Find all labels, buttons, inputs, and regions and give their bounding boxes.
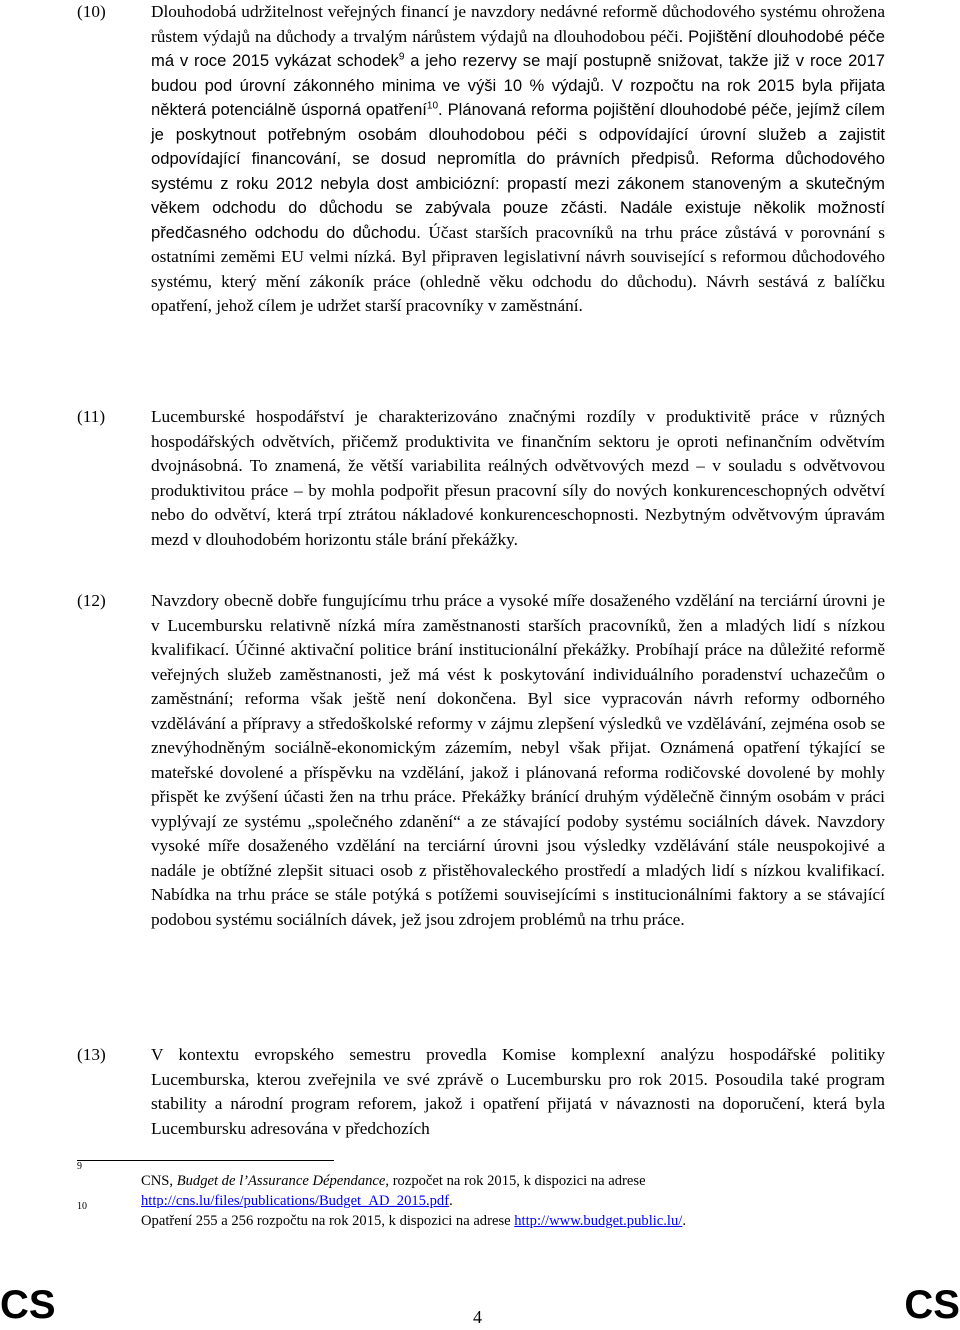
paragraph-12 [77,589,885,932]
paragraph-11 [77,405,885,552]
paragraph-text: . Plánovaná reforma pojištění dlouhodobé péče, jejímž cílem je poskytnout potřebným osobám dlouhodobou péči s odpovídající úrovní služeb a zajistit odpovídající financování, se dosud nepromítla do právních předpisů. Reforma důchodového systému z roku 2012 nebyla dost ambiciózní: propastí mezi zákonem stanoveným a skutečným věkem odchodu do důchodu se zabývala pouze zčásti. Nadále existuje několik možností předčasného odchodu do důchodu. [151,100,885,242]
footnote-text [141,1211,885,1231]
paragraph-body: V kontextu evropského semestru provedla Komise komplexní analýzu hospodářské politiky Lucemburska, kterou zveřejnila ve své zprávě o Lucembursku pro rok 2015. Posoudila také program stability a národní program reforem, jakož i opatření přijatá v návaznosti na doporučení, která byla Lucembursku adresována v předchozích [151,1045,885,1138]
footnote-number: 9 [77,1161,82,1172]
footer-language-left: CS [0,1283,56,1327]
footnote-9 [77,1161,885,1211]
footnote-ref-10[interactable]: 10 [426,100,439,112]
paragraph-number: (10) [77,2,106,21]
footnote-text-part: CNS, [141,1173,177,1189]
paragraph-text: Pojištění dlouhodobé péče má v roce 2015 vykázat schodek [151,26,886,70]
footnote-text [141,1171,885,1211]
paragraph-text: Účast starších pracovníků na trhu práce zůstává v porovnání s ostatními zeměmi EU velmi nízká. Byl připraven legislativní návrh související s reformou důchodového systému, který mění zákoník práce (ohledně věku odchodu do důchodu). Návrh sestává z balíčku opatření, jehož cílem je udržet starší pracovníky v zaměstnání. [151,222,885,315]
paragraph-body: Lucemburské hospodářství je charakterizováno značnými rozdíly v produktivitě práce v různých hospodářských odvětvích, přičemž produktivita ve finančním sektoru je oproti nefinančním odvětvím dvojnásobná. To znamená, že větší variabilita reálných odvětvových mezd – v souladu s odvětvovou produktivitou práce – by mohla podpořit přesun pracovní síly do nových konkurenceschopných odvětví nebo do odvětví, která trpí ztrátou nákladové konkurenceschopnosti. Nezbytným odvětvovým úpravám mezd v dlouhodobém horizontu stále brání překážky. [151,407,885,549]
paragraph-text-sans [151,27,885,242]
footnote-link[interactable]: http://cns.lu/files/publications/Budget_AD_2015.pdf [141,1193,450,1209]
paragraph-number: (11) [77,407,106,426]
footnote-separator [77,1160,334,1161]
footnote-title: Budget de l’Assurance Dépendance [176,1173,386,1189]
footnote-text-part: , rozpočet na rok 2015, k dispozici na adrese [385,1173,646,1189]
paragraph-body [151,0,885,319]
paragraph-number: (13) [77,1045,106,1064]
paragraph-body: Navzdory obecně dobře fungujícímu trhu práce a vysoké míře dosaženého vzdělání na terciární úrovni je v Lucembursku relativně nízká míra zaměstnanosti starších pracovníků, žen a mladých lidí s nízkou kvalifikací. Účinné aktivační politice brání institucionální překážky. Probíhají práce na důležité reformě veřejných služeb zaměstnanosti, jež má vést k poskytování individuálního poradenství uchazečům o zaměstnání; reforma však ještě není dokončena. Byl sice vypracován návrh reformy odborného vzdělávání a přípravy a středoškolské reformy v zájmu zlepšení výsledků ve vzdělávání, zejména osob se znevýhodněným sociálně-ekonomickým zázemím, nebyl však přijat. Oznámená opatření týkající se mateřské dovolené a příspěvku na vzdělání, jakož i plánovaná reforma rodičovské dovolené by mohly přispět ke zvýšení účasti žen na trhu práce. Překážky bránící druhým výdělečně činným osobám v práci vyplývají ze systému „společného zdanění“ a ze stávající podoby systému sociálních dávek. Navzdory vysoké míře dosaženého vzdělání na terciární úrovni jsou výsledky vzdělávání stále neuspokojivé a nadále je obtížné zlepšit situaci osob z přistěhovaleckého prostředí a mladých lidí s nízkou kvalifikací. Nabídka na trhu práce se stále potýká s potížemi souvisejícími s institucionálními faktory a se stávající podobou systému sociálních dávek, jež jsou zdrojem problémů na trhu práce. [151,591,885,929]
paragraph-10 [77,0,885,319]
paragraph-13 [77,1043,885,1141]
footnote-number: 10 [77,1201,87,1212]
footnote-text-part: . [682,1213,686,1229]
footer-language-right: CS [904,1283,960,1327]
footnote-text-part: Opatření 255 a 256 rozpočtu na rok 2015, k dispozici na adrese [141,1213,515,1229]
footnote-text-part: . [449,1193,453,1209]
footnote-link[interactable]: http://www.budget.public.lu/ [514,1213,683,1229]
page-number: 4 [473,1307,482,1327]
paragraph-number: (12) [77,591,106,610]
paragraph-text: Dlouhodobá udržitelnost veřejných financí je navzdory nedávné reformě důchodového systému ohrožena růstem výdajů na důchody a trvalým nárůstem výdajů na dlouhodobou péči. [151,2,885,46]
paragraph-text: a jeho rezervy se mají postupně snižovat, takže již v roce 2017 budou pod úrovní zákonného minima ve výši 10 % výdajů. V rozpočtu na rok 2015 byla přijata některá potenciálně úsporná opatření [151,51,885,119]
footnote-ref-9[interactable]: 9 [398,51,405,63]
